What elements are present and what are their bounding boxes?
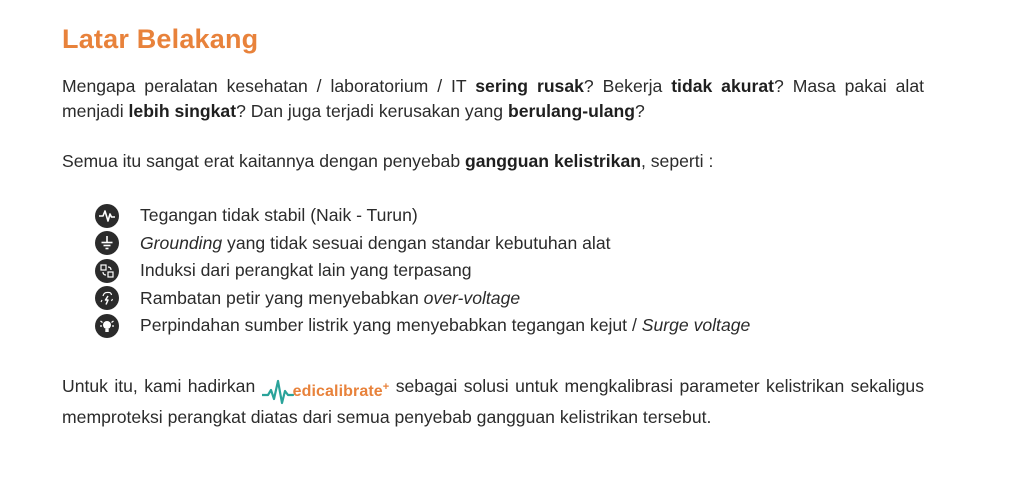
list-item-text	[140, 288, 520, 309]
intro-bold-text: berulang-ulang	[507, 101, 636, 121]
list-item-text: Tegangan tidak stabil (Naik - Turun)	[140, 205, 418, 226]
causes-list	[95, 202, 750, 340]
intro-text: ? Masa pakai alat menjadi	[62, 76, 924, 121]
intro-text: ? Bekerja	[583, 76, 672, 96]
closing-text: sebagai solusi untuk mengkalibrasi parameter kelistrikan sekaligus memproteksi perangkat diatas dari semua penyebab gangguan kelistrikan tersebut.	[62, 376, 924, 427]
section-heading: Latar Belakang	[62, 24, 259, 54]
list-item-text: Induksi dari perangkat lain yang terpasang	[140, 260, 472, 281]
list-item-italic: Grounding	[140, 232, 223, 253]
list-item	[95, 257, 750, 285]
list-item-text-part: Rambatan petir yang menyebabkan	[140, 287, 424, 308]
logo-text: edicalibrate	[292, 383, 383, 400]
list-item	[95, 285, 750, 313]
intro-bold-text: tidak akurat	[671, 76, 774, 96]
list-item-italic: Surge voltage	[641, 315, 751, 336]
document-page	[62, 0, 924, 477]
intro-text: ? Dan juga terjadi kerusakan yang	[236, 101, 508, 121]
list-item	[95, 312, 750, 340]
intro-bold-text: lebih singkat	[128, 101, 237, 121]
list-item-text	[140, 233, 611, 254]
intro-text: ?	[635, 101, 645, 121]
medicalibrate-logo	[262, 377, 390, 405]
logo-plus: +	[382, 381, 390, 393]
intro-paragraph	[62, 74, 924, 124]
causes-bold-text: gangguan kelistrikan	[465, 151, 641, 171]
list-item-text	[140, 315, 750, 336]
lightning-icon	[95, 286, 119, 310]
grounding-icon	[95, 231, 119, 255]
logo-wordmark	[293, 375, 390, 404]
list-item	[95, 202, 750, 230]
closing-text: Untuk itu, kami hadirkan	[62, 376, 262, 396]
list-item	[95, 230, 750, 258]
intro-bold-text: sering rusak	[475, 76, 584, 96]
causes-text: Semua itu sangat erat kaitannya dengan penyebab	[62, 151, 465, 171]
surge-bulb-icon	[95, 314, 119, 338]
list-item-text-part: Perpindahan sumber listrik yang menyebabkan tegangan kejut /	[140, 315, 642, 336]
causes-text: , seperti :	[640, 151, 714, 171]
voltage-wave-icon	[95, 204, 119, 228]
list-item-text-part: yang tidak sesuai dengan standar kebutuhan alat	[222, 232, 611, 253]
causes-paragraph	[62, 149, 924, 174]
intro-text: Mengapa peralatan kesehatan / laboratorium / IT	[62, 76, 476, 96]
closing-paragraph	[62, 374, 924, 430]
list-item-italic: over-voltage	[423, 287, 521, 308]
induction-icon	[95, 259, 119, 283]
